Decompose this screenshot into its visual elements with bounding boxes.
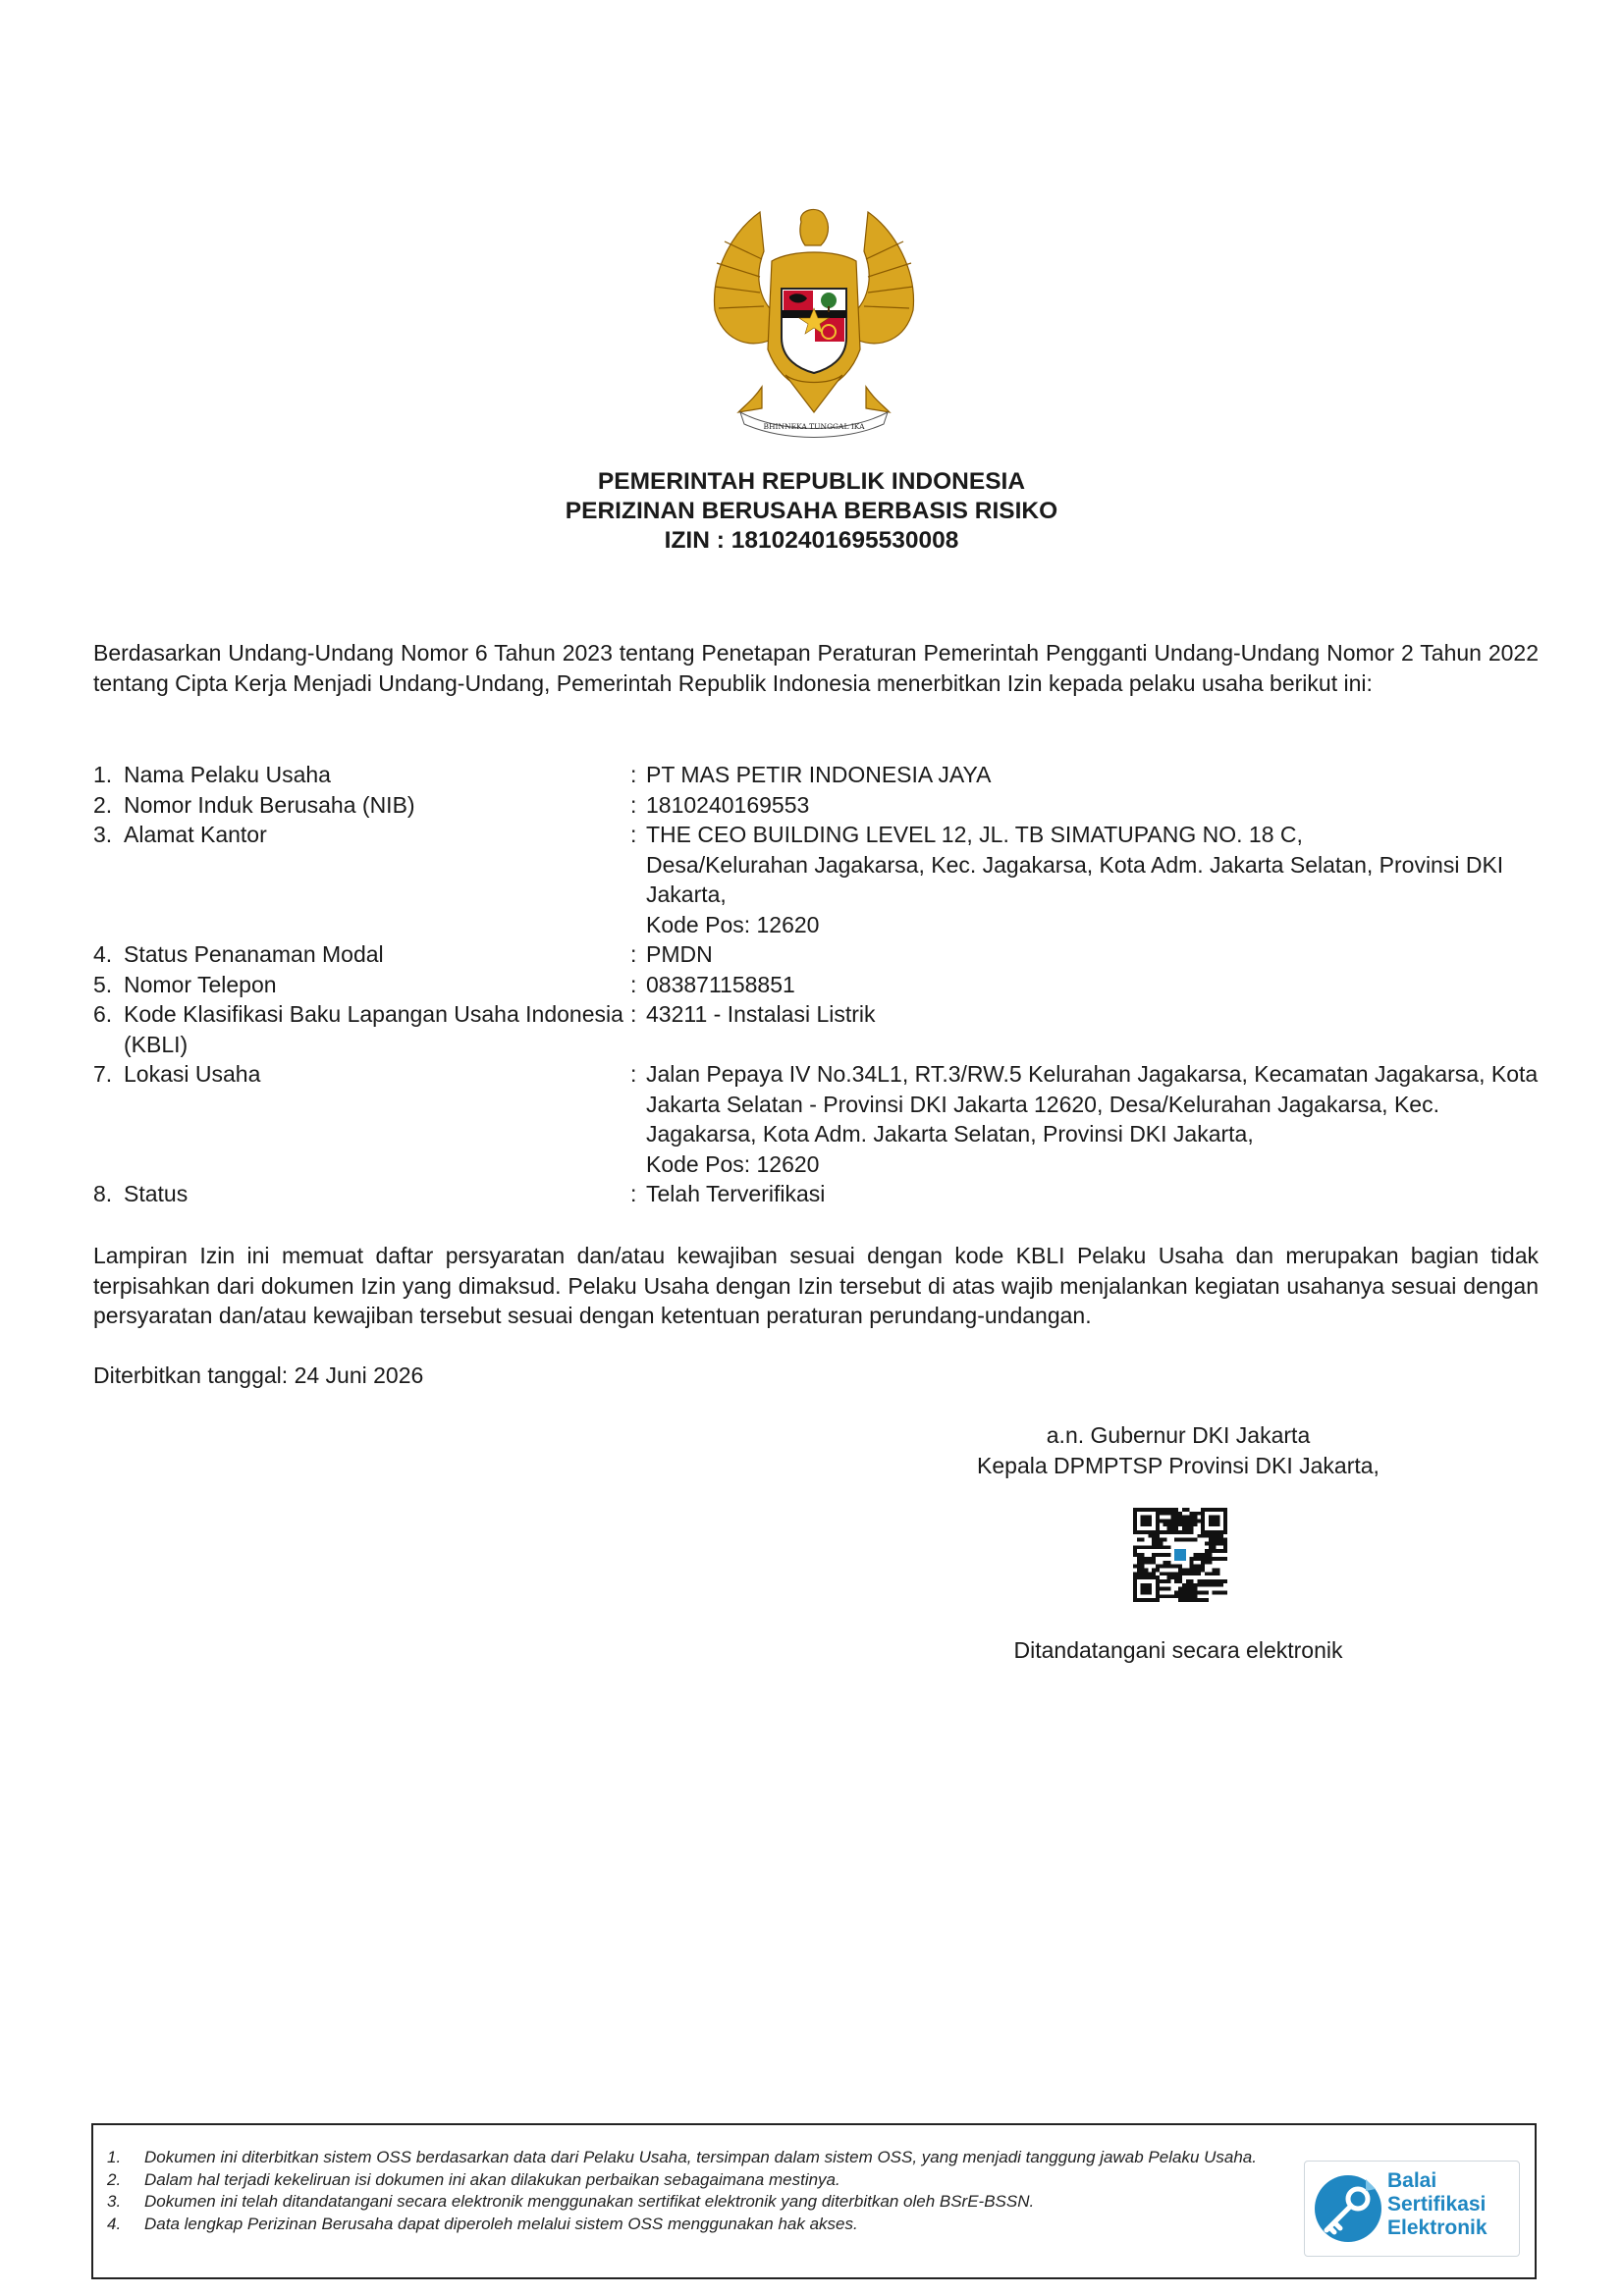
field-row <box>93 1059 1539 1179</box>
business-details-list <box>93 760 1539 1209</box>
field-row <box>93 1179 1539 1209</box>
footer-note-text: Dokumen ini telah ditandatangani secara elektronik menggunakan sertifikat elektronik yang diterbitkan oleh BSrE-BSSN. <box>144 2192 1035 2211</box>
bsre-line-3: Elektronik <box>1387 2216 1488 2239</box>
field-number: 1. <box>93 762 113 787</box>
field-value: 083871158851 <box>646 971 795 997</box>
footer-note-number: 1. <box>107 2148 122 2166</box>
field-label: Lokasi Usaha <box>124 1061 261 1087</box>
heading-permit-type: PERIZINAN BERUSAHA BERBASIS RISIKO <box>565 498 1058 524</box>
field-row <box>93 790 1539 821</box>
field-value: THE CEO BUILDING LEVEL 12, JL. TB SIMATUPANG NO. 18 C, Desa/Kelurahan Jagakarsa, Kec. Jagakarsa, Kota Adm. Jakarta Selatan, Provinsi DKI Jakarta, Kode Pos: 12620 <box>646 822 1504 937</box>
field-value: 1810240169553 <box>646 791 810 818</box>
field-row <box>93 999 1539 1059</box>
field-number: 3. <box>93 822 113 847</box>
footer-note-text: Data lengkap Perizinan Berusaha dapat diperoleh melalui sistem OSS menggunakan hak akses. <box>144 2214 858 2233</box>
qr-code-icon <box>1133 1508 1227 1602</box>
field-colon: : <box>630 791 637 818</box>
document-heading <box>0 467 1623 556</box>
footer-notes-list <box>107 2147 1383 2235</box>
issued-date: Diterbitkan tanggal: 24 Juni 2026 <box>93 1362 424 1388</box>
emblem-motto: BHINNEKA TUNGGAL IKA <box>763 422 865 431</box>
field-colon: : <box>630 822 637 847</box>
field-value: 43211 - Instalasi Listrik <box>646 1001 876 1027</box>
field-label: Nomor Telepon <box>124 971 277 997</box>
bsre-logo <box>1304 2161 1520 2257</box>
signatory-line-1: a.n. Gubernur DKI Jakarta <box>1046 1422 1311 1448</box>
footer-note-text: Dalam hal terjadi kekeliruan isi dokumen ini akan dilakukan perbaikan sebagaimana mestinya. <box>144 2169 840 2189</box>
field-number: 6. <box>93 1001 113 1027</box>
bsre-line-2: Sertifikasi <box>1387 2193 1487 2216</box>
field-label: Nomor Induk Berusaha (NIB) <box>124 791 415 818</box>
field-label: Status Penanaman Modal <box>124 941 384 967</box>
field-colon: : <box>630 1001 637 1027</box>
field-row <box>93 970 1539 1000</box>
field-label: Status <box>124 1181 189 1206</box>
attachment-paragraph: Lampiran Izin ini memuat daftar persyaratan dan/atau kewajiban sesuai dengan kode KBLI Pelaku Usaha dan merupakan bagian tidak terpisahkan dari dokumen Izin yang dimaksud. Pelaku Usaha dengan Izin tersebut di atas wajib menjalankan kegiatan usahanya sesuai dengan persyaratan dan/atau kewajiban tersebut sesuai dengan ketentuan peraturan perundang-undangan. <box>93 1243 1539 1328</box>
footer-note <box>107 2169 1383 2192</box>
field-value: PMDN <box>646 941 713 967</box>
field-row <box>93 939 1539 970</box>
heading-government: PEMERINTAH REPUBLIK INDONESIA <box>597 468 1026 495</box>
field-number: 4. <box>93 941 113 967</box>
field-value: PT MAS PETIR INDONESIA JAYA <box>646 762 992 787</box>
signatory-block <box>884 1420 1473 1480</box>
footer-note <box>107 2214 1383 2236</box>
footer-note-number: 2. <box>107 2169 122 2189</box>
footer-note-number: 3. <box>107 2192 122 2211</box>
bsre-line-1: Balai <box>1387 2169 1437 2192</box>
intro-paragraph: Berdasarkan Undang-Undang Nomor 6 Tahun 2023 tentang Penetapan Peraturan Pemerintah Pengganti Undang-Undang Nomor 2 Tahun 2022 tentang Cipta Kerja Menjadi Undang-Undang, Pemerintah Republik Indonesia menerbitkan Izin kepada pelaku usaha berikut ini: <box>93 640 1539 696</box>
field-label: Alamat Kantor <box>124 822 267 847</box>
field-colon: : <box>630 1181 637 1206</box>
footer-note-number: 4. <box>107 2214 122 2233</box>
footer-note <box>107 2147 1383 2169</box>
footer-notes-box <box>91 2123 1537 2279</box>
field-value: Jalan Pepaya IV No.34L1, RT.3/RW.5 Kelurahan Jagakarsa, Kecamatan Jagakarsa, Kota Jakarta Selatan - Provinsi DKI Jakarta 12620, Desa/Kelurahan Jagakarsa, Kec. Jagakarsa, Kota Adm. Jakarta Selatan, Provinsi DKI Jakarta, Kode Pos: 12620 <box>646 1061 1539 1177</box>
field-colon: : <box>630 971 637 997</box>
garuda-emblem-icon <box>703 202 925 438</box>
field-number: 2. <box>93 791 113 818</box>
heading-permit-number: IZIN : 18102401695530008 <box>664 527 959 554</box>
field-number: 8. <box>93 1181 113 1206</box>
field-colon: : <box>630 1061 637 1087</box>
footer-note-text: Dokumen ini diterbitkan sistem OSS berdasarkan data dari Pelaku Usaha, tersimpan dalam sistem OSS, yang menjadi tanggung jawab Pelaku Usaha. <box>144 2148 1257 2166</box>
field-number: 5. <box>93 971 113 997</box>
footer-note <box>107 2191 1383 2214</box>
field-label: Nama Pelaku Usaha <box>124 762 331 787</box>
field-label: Kode Klasifikasi Baku Lapangan Usaha Indonesia (KBLI) <box>124 1001 623 1057</box>
electronic-signature-text: Ditandatangani secara elektronik <box>1013 1637 1343 1663</box>
signatory-line-2: Kepala DPMPTSP Provinsi DKI Jakarta, <box>977 1452 1380 1478</box>
field-colon: : <box>630 941 637 967</box>
field-row <box>93 820 1539 939</box>
field-number: 7. <box>93 1061 113 1087</box>
field-value: Telah Terverifikasi <box>646 1181 826 1206</box>
field-row <box>93 760 1539 790</box>
key-badge-icon <box>1311 2169 1385 2248</box>
field-colon: : <box>630 762 637 787</box>
